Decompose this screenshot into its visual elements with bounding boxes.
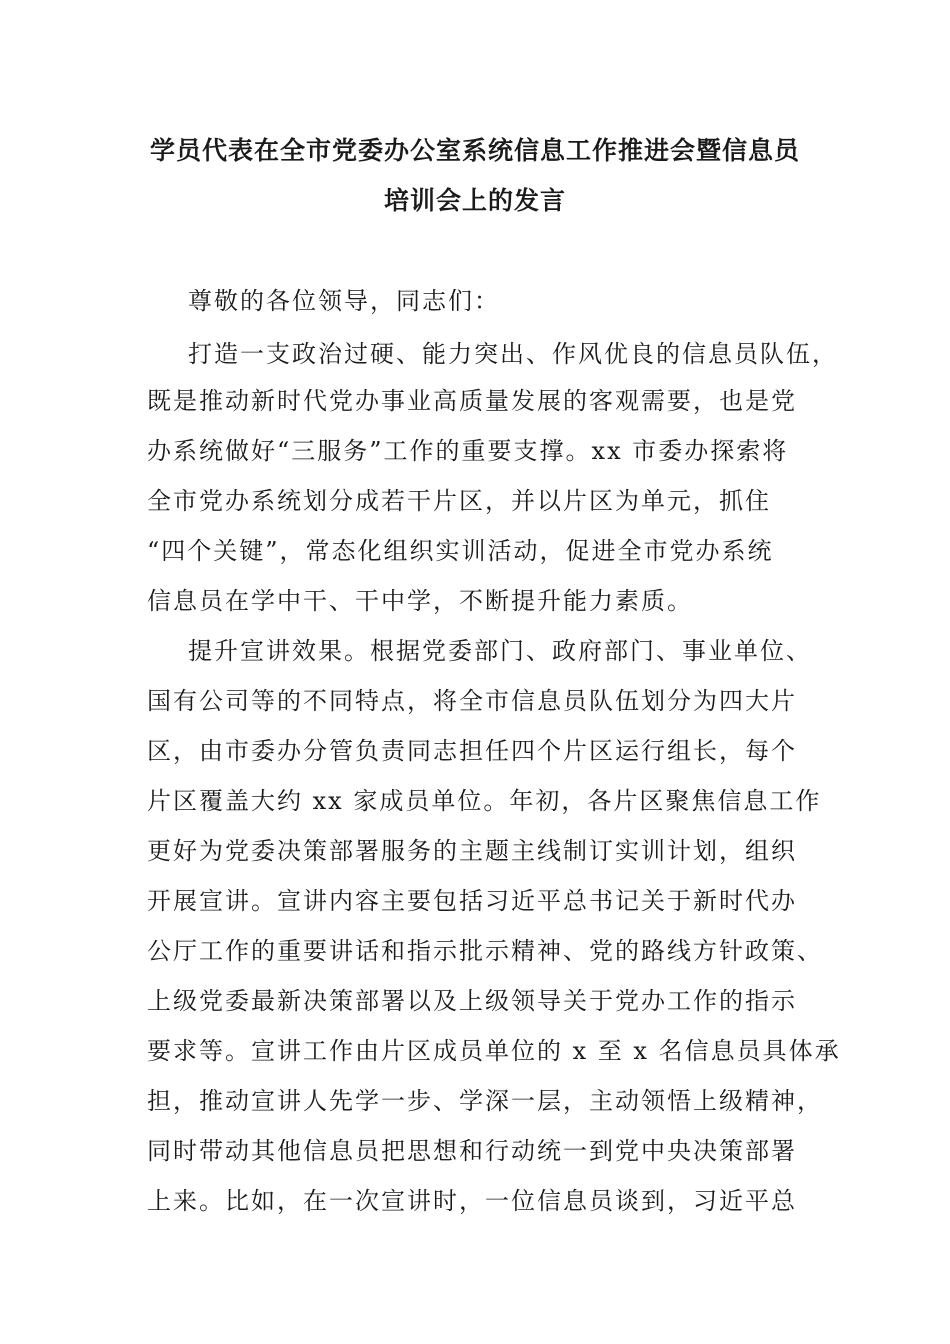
body-line: 既是推动新时代党办事业高质量发展的客观需要，也是党 bbox=[147, 387, 797, 415]
body-line: 办系统做好“三服务”工作的重要支撑。xx 市委办探索将 bbox=[147, 437, 789, 465]
body-line: 全市党办系统划分成若干片区，并以片区为单元，抓住 bbox=[147, 487, 771, 515]
body-line: 上级党委最新决策部署以及上级领导关于党办工作的指示 bbox=[147, 987, 797, 1015]
document-title-line-2: 培训会上的发言 bbox=[383, 186, 566, 215]
body-line: 区，由市委办分管负责同志担任四个片区运行组长，每个 bbox=[147, 737, 797, 765]
body-line: 开展宣讲。宣讲内容主要包括习近平总书记关于新时代办 bbox=[147, 887, 797, 915]
body-line: 担，推动宣讲人先学一步、学深一层，主动领悟上级精神， bbox=[147, 1087, 823, 1115]
body-line: 更好为党委决策部署服务的主题主线制订实训计划，组织 bbox=[147, 837, 797, 865]
body-line: 同时带动其他信息员把思想和行动统一到党中央决策部署 bbox=[147, 1137, 797, 1165]
body-line: “四个关键”，常态化组织实训活动，促进全市党办系统 bbox=[147, 537, 774, 565]
body-line: 要求等。宣讲工作由片区成员单位的 x 至 x 名信息员具体承 bbox=[147, 1037, 841, 1065]
body-line: 上来。比如，在一次宣讲时，一位信息员谈到，习近平总 bbox=[147, 1187, 797, 1215]
body-line: 信息员在学中干、干中学，不断提升能力素质。 bbox=[147, 587, 693, 615]
salutation: 尊敬的各位领导，同志们： bbox=[188, 287, 500, 315]
body-line: 打造一支政治过硬、能力突出、作风优良的信息员队伍， bbox=[188, 340, 838, 368]
body-line: 提升宣讲效果。根据党委部门、政府部门、事业单位、 bbox=[188, 637, 812, 665]
body-line: 国有公司等的不同特点，将全市信息员队伍划分为四大片 bbox=[147, 687, 797, 715]
body-line: 片区覆盖大约 xx 家成员单位。年初，各片区聚焦信息工作 bbox=[147, 787, 822, 815]
document-title-line-1: 学员代表在全市党委办公室系统信息工作推进会暨信息员 bbox=[149, 136, 800, 165]
body-line: 公厅工作的重要讲话和指示批示精神、党的路线方针政策、 bbox=[147, 937, 823, 965]
